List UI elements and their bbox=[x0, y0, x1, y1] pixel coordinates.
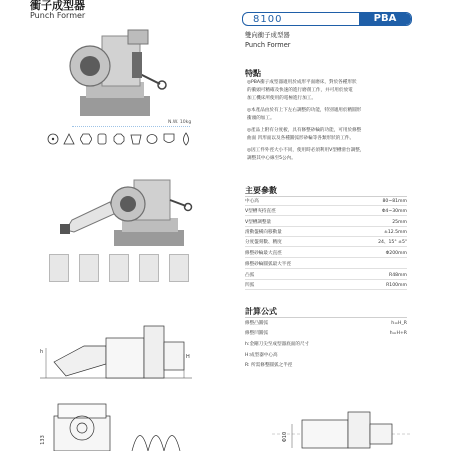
spec-label: 分度盤刻數、精度 bbox=[245, 240, 282, 245]
profile-sample bbox=[169, 254, 189, 282]
oval-shape-icon bbox=[146, 131, 159, 147]
formula-divider bbox=[245, 317, 407, 318]
spec-value: R100mm bbox=[386, 283, 407, 288]
feature-line: 的衝頭可精確及快速的進行磨削工作，并可用於放電 bbox=[247, 88, 353, 93]
profile-sample bbox=[109, 254, 129, 282]
spec-label: 修整砂輪最大直徑 bbox=[245, 251, 282, 256]
drop-shape-icon bbox=[179, 131, 192, 147]
dim-133-label: 133 bbox=[39, 435, 46, 445]
spec-row bbox=[245, 272, 407, 280]
product-number: 8100 bbox=[253, 14, 283, 25]
dim-H-label: H bbox=[186, 354, 190, 360]
tab-shape-icon bbox=[96, 131, 109, 147]
formula-row bbox=[245, 330, 407, 338]
feature-line: 衝頭的加工。 bbox=[247, 116, 275, 121]
spec-label: 修整砂輪圓弧最大半徑 bbox=[245, 262, 291, 267]
formula-row bbox=[245, 352, 407, 360]
feature-line: ◎本產品由於有上下左右調整的功能，特別適用於精圓形 bbox=[247, 108, 362, 113]
formula-row bbox=[245, 320, 407, 328]
formula-label: R: 所需修整圓弧之半徑 bbox=[245, 363, 293, 368]
specs-divider bbox=[245, 196, 407, 197]
formula-row bbox=[245, 362, 407, 370]
formula-value: h=H_R bbox=[391, 321, 407, 326]
product-model-badge: PBA bbox=[359, 13, 411, 25]
feature-line: 曲面 凹形面以及各種圓弧形砂輪等各類形狀的工件。 bbox=[247, 136, 355, 141]
spec-row bbox=[245, 261, 407, 269]
spec-label: 滑動盤橫向移動量 bbox=[245, 230, 282, 235]
ground-profiles-row bbox=[49, 254, 189, 284]
spec-row bbox=[245, 282, 407, 290]
spec-label: 中心高 bbox=[245, 199, 259, 204]
formula-value: h=H+R bbox=[389, 331, 407, 336]
spec-row bbox=[245, 239, 407, 247]
formula-title: 計算公式 bbox=[245, 307, 277, 316]
spec-label: V型槽夾持直徑 bbox=[245, 209, 276, 214]
feature-line: 調整其中心線至5公內。 bbox=[247, 156, 296, 161]
dim-h-label: h bbox=[40, 349, 44, 355]
profile-sample bbox=[49, 254, 69, 282]
punch-former-photo bbox=[60, 22, 170, 120]
page-subtitle: Punch Former bbox=[30, 11, 86, 20]
top-view-drawing bbox=[272, 404, 412, 451]
triangle-shape-icon bbox=[63, 131, 76, 147]
formula-label: h:金剛刀尖至成型器底面的尺寸 bbox=[245, 342, 310, 347]
spec-label: 凹弧 bbox=[245, 283, 255, 288]
side-view-drawing bbox=[36, 318, 196, 382]
feature-line: ◎因工件外徑大小不同，使用時必須利用V型槽滑台調整， bbox=[247, 148, 365, 153]
punch-shapes-row bbox=[46, 131, 192, 149]
spec-row bbox=[245, 198, 407, 206]
shield-shape-icon bbox=[162, 131, 175, 147]
spec-value: 80~81mm bbox=[382, 199, 407, 204]
feature-line: ◎PBA衝子成型器適用於成形平面磨床，對於各種形狀 bbox=[247, 80, 357, 85]
formula-label: 修整凹圓弧 bbox=[245, 331, 268, 336]
product-name: 雙向衝子成型器 bbox=[245, 31, 290, 39]
product-code-bar bbox=[242, 12, 412, 26]
trapezoid-shape-icon bbox=[129, 131, 142, 147]
spec-value: Φ4~30mm bbox=[381, 209, 407, 214]
dotted-divider bbox=[72, 126, 190, 127]
octagon-shape-icon bbox=[113, 131, 126, 147]
page-title: 衝子成型器 bbox=[30, 0, 85, 12]
feature-line: ◎產品上附有分度板，具有修整砂輪的功能，可用於修整 bbox=[247, 128, 362, 133]
profile-sample bbox=[79, 254, 99, 282]
formula-row bbox=[245, 341, 407, 349]
features-title: 特點 bbox=[245, 69, 261, 78]
product-name-en: Punch Former bbox=[245, 41, 291, 49]
spec-value: ±12.5mm bbox=[383, 230, 407, 235]
spec-row bbox=[245, 208, 407, 216]
circle-shape-icon bbox=[46, 131, 59, 147]
spec-label: V型槽調整量 bbox=[245, 220, 272, 225]
front-view-drawing bbox=[48, 398, 188, 451]
dim-phi-label: Φ10 bbox=[282, 431, 289, 443]
spec-row bbox=[245, 250, 407, 258]
spec-value: R48mm bbox=[389, 273, 407, 278]
feature-line: 加工機床所使用的電極進行加工。 bbox=[247, 96, 316, 101]
weight-label: N.W. 10kg bbox=[168, 120, 192, 125]
spec-row bbox=[245, 229, 407, 237]
formula-label: 修整凸圓弧 bbox=[245, 321, 268, 326]
specs-title: 主要參數 bbox=[245, 186, 277, 195]
spec-value: Φ200mm bbox=[385, 251, 407, 256]
profile-sample bbox=[139, 254, 159, 282]
spec-row bbox=[245, 219, 407, 227]
hexagon-shape-icon bbox=[79, 131, 92, 147]
spec-label: 凸弧 bbox=[245, 273, 255, 278]
formula-label: H:成型器中心高 bbox=[245, 353, 278, 358]
punch-former-with-dresser-photo bbox=[58, 172, 193, 250]
spec-value: 25mm bbox=[392, 220, 407, 225]
spec-value: 24、15° ±5" bbox=[378, 240, 407, 245]
